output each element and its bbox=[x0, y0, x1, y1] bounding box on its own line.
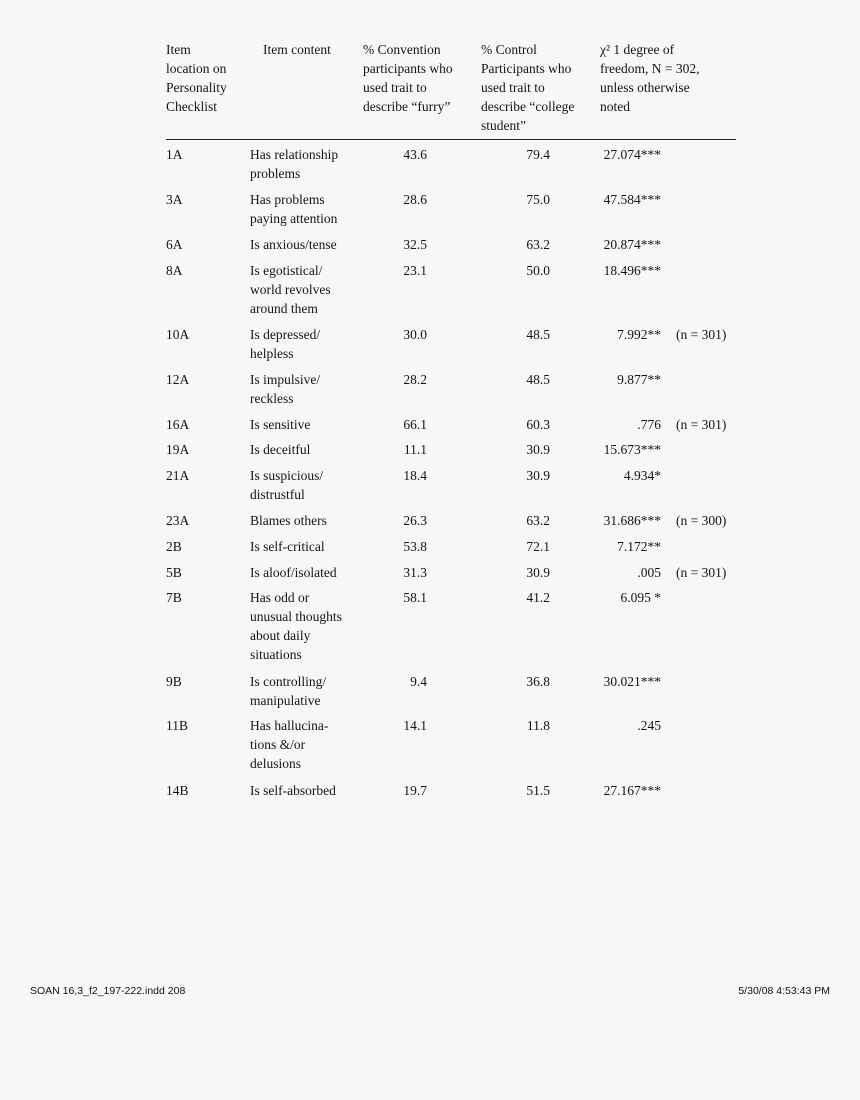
table-row bbox=[0, 588, 860, 662]
control-percent: 72.1 bbox=[526, 539, 550, 554]
table-row bbox=[0, 235, 860, 255]
item-content-line: Is controlling/ bbox=[250, 674, 327, 689]
convention-percent: 66.1 bbox=[403, 417, 427, 432]
item-content-line: situations bbox=[250, 647, 302, 662]
table-row bbox=[0, 325, 860, 361]
item-location: 8A bbox=[166, 263, 183, 278]
convention-percent: 31.3 bbox=[403, 565, 427, 580]
control-percent: 50.0 bbox=[526, 263, 550, 278]
table-row bbox=[0, 716, 860, 771]
item-location: 5B bbox=[166, 565, 182, 580]
chi-square-value: 20.874*** bbox=[603, 237, 661, 252]
table-row bbox=[0, 370, 860, 406]
item-location: 2B bbox=[166, 539, 182, 554]
item-content-line: tions &/or bbox=[250, 737, 306, 752]
table-row bbox=[0, 511, 860, 531]
chi-square-value: 7.992** bbox=[617, 327, 661, 342]
item-content-line: Is anxious/tense bbox=[250, 237, 337, 252]
footer-file-info: SOAN 16,3_f2_197-222.indd 208 bbox=[30, 985, 186, 997]
control-percent: 48.5 bbox=[526, 327, 550, 342]
chi-square-value: .776 bbox=[637, 417, 661, 432]
convention-percent: 11.1 bbox=[403, 442, 427, 457]
item-content bbox=[250, 466, 323, 504]
chi-square-value: .005 bbox=[637, 565, 661, 580]
item-content bbox=[250, 261, 331, 318]
control-percent: 48.5 bbox=[526, 372, 550, 387]
convention-percent: 30.0 bbox=[403, 327, 427, 342]
item-location: 23A bbox=[166, 513, 190, 528]
control-percent: 30.9 bbox=[526, 442, 550, 457]
chi-square-value: 6.095 * bbox=[620, 590, 661, 605]
sample-size-note: (n = 300) bbox=[676, 513, 727, 528]
control-percent: 60.3 bbox=[526, 417, 550, 432]
header-convention-percent: % Convention participants who used trait to describe “furry” bbox=[363, 42, 453, 114]
item-location: 14B bbox=[166, 783, 189, 798]
header-control-percent: % Control Participants who used trait to describe “college student” bbox=[481, 42, 575, 133]
header-rule bbox=[166, 139, 736, 140]
chi-square-value: 47.584*** bbox=[603, 192, 661, 207]
item-content-line: Is sensitive bbox=[250, 417, 311, 432]
item-content-line: Is depressed/ bbox=[250, 327, 321, 342]
item-content-line: Is self-critical bbox=[250, 539, 325, 554]
item-content bbox=[250, 145, 338, 183]
item-content-line: Is impulsive/ bbox=[250, 372, 321, 387]
control-percent: 63.2 bbox=[526, 237, 550, 252]
sample-size-note: (n = 301) bbox=[676, 565, 727, 580]
header-item-content: Item content bbox=[263, 42, 331, 57]
convention-percent: 26.3 bbox=[403, 513, 427, 528]
chi-square-value: 7.172** bbox=[617, 539, 661, 554]
item-content bbox=[250, 370, 320, 408]
chi-square-value: 18.496*** bbox=[603, 263, 661, 278]
item-content-line: Is egotistical/ bbox=[250, 263, 323, 278]
item-content-line: reckless bbox=[250, 391, 294, 406]
item-content-line: Blames others bbox=[250, 513, 327, 528]
convention-percent: 14.1 bbox=[403, 718, 427, 733]
item-content bbox=[250, 235, 337, 254]
table-row bbox=[0, 537, 860, 557]
item-content bbox=[250, 672, 326, 710]
item-content-line: helpless bbox=[250, 346, 294, 361]
chi-square-value: 9.877** bbox=[617, 372, 661, 387]
table-row bbox=[0, 466, 860, 502]
item-location: 16A bbox=[166, 417, 190, 432]
item-content bbox=[250, 563, 337, 582]
item-content-line: unusual thoughts bbox=[250, 609, 342, 624]
footer-timestamp: 5/30/08 4:53:43 PM bbox=[738, 985, 830, 997]
item-location: 3A bbox=[166, 192, 183, 207]
item-content bbox=[250, 415, 310, 434]
item-content-line: manipulative bbox=[250, 693, 321, 708]
chi-square-value: .245 bbox=[637, 718, 661, 733]
control-percent: 51.5 bbox=[526, 783, 550, 798]
convention-percent: 9.4 bbox=[410, 674, 427, 689]
item-content bbox=[250, 537, 325, 556]
convention-percent: 43.6 bbox=[403, 147, 427, 162]
chi-square-value: 15.673*** bbox=[603, 442, 661, 457]
convention-percent: 28.6 bbox=[403, 192, 427, 207]
item-content bbox=[250, 716, 328, 773]
convention-percent: 19.7 bbox=[403, 783, 427, 798]
header-chi-square: χ² 1 degree of freedom, N = 302, unless otherwise noted bbox=[600, 42, 700, 114]
control-percent: 75.0 bbox=[526, 192, 550, 207]
item-content bbox=[250, 325, 320, 363]
item-content-line: Has relationship bbox=[250, 147, 339, 162]
item-content-line: paying attention bbox=[250, 211, 338, 226]
item-location: 1A bbox=[166, 147, 183, 162]
item-content-line: Has problems bbox=[250, 192, 325, 207]
control-percent: 79.4 bbox=[526, 147, 550, 162]
chi-square-value: 4.934* bbox=[623, 468, 661, 483]
convention-percent: 32.5 bbox=[403, 237, 427, 252]
convention-percent: 53.8 bbox=[403, 539, 427, 554]
item-content-line: about daily bbox=[250, 628, 311, 643]
item-content bbox=[250, 588, 342, 664]
control-percent: 41.2 bbox=[526, 590, 550, 605]
control-percent: 11.8 bbox=[526, 718, 550, 733]
item-location: 7B bbox=[166, 590, 182, 605]
control-percent: 30.9 bbox=[526, 565, 550, 580]
item-content bbox=[250, 440, 310, 459]
item-content-line: Has odd or bbox=[250, 590, 310, 605]
item-content-line: Is self-absorbed bbox=[250, 783, 336, 798]
chi-square-value: 27.074*** bbox=[603, 147, 661, 162]
sample-size-note: (n = 301) bbox=[676, 327, 727, 342]
item-content-line: delusions bbox=[250, 756, 302, 771]
item-location: 12A bbox=[166, 372, 190, 387]
item-location: 21A bbox=[166, 468, 190, 483]
item-content-line: world revolves bbox=[250, 282, 331, 297]
table-row bbox=[0, 563, 860, 583]
table-row bbox=[0, 261, 860, 316]
item-location: 9B bbox=[166, 674, 182, 689]
table-row bbox=[0, 145, 860, 181]
item-content bbox=[250, 511, 327, 530]
item-location: 19A bbox=[166, 442, 190, 457]
chi-square-value: 27.167*** bbox=[603, 783, 661, 798]
item-content-line: Has hallucina- bbox=[250, 718, 329, 733]
control-percent: 30.9 bbox=[526, 468, 550, 483]
item-content-line: Is aloof/isolated bbox=[250, 565, 337, 580]
item-content-line: distrustful bbox=[250, 487, 305, 502]
item-content-line: Is deceitful bbox=[250, 442, 311, 457]
table-row bbox=[0, 415, 860, 435]
table-row bbox=[0, 440, 860, 460]
convention-percent: 23.1 bbox=[403, 263, 427, 278]
convention-percent: 28.2 bbox=[403, 372, 427, 387]
chi-square-value: 30.021*** bbox=[603, 674, 661, 689]
convention-percent: 58.1 bbox=[403, 590, 427, 605]
item-content-line: Is suspicious/ bbox=[250, 468, 324, 483]
item-content-line: problems bbox=[250, 166, 301, 181]
convention-percent: 18.4 bbox=[403, 468, 427, 483]
chi-square-value: 31.686*** bbox=[603, 513, 661, 528]
item-location: 6A bbox=[166, 237, 183, 252]
item-content bbox=[250, 190, 337, 228]
item-content-line: around them bbox=[250, 301, 318, 316]
header-item-location: Item location on Personality Checklist bbox=[166, 42, 227, 114]
item-content bbox=[250, 781, 336, 800]
sample-size-note: (n = 301) bbox=[676, 417, 727, 432]
item-location: 11B bbox=[166, 718, 189, 733]
control-percent: 36.8 bbox=[526, 674, 550, 689]
item-location: 10A bbox=[166, 327, 190, 342]
table-row bbox=[0, 781, 860, 801]
table-row bbox=[0, 190, 860, 226]
table-row bbox=[0, 672, 860, 708]
control-percent: 63.2 bbox=[526, 513, 550, 528]
